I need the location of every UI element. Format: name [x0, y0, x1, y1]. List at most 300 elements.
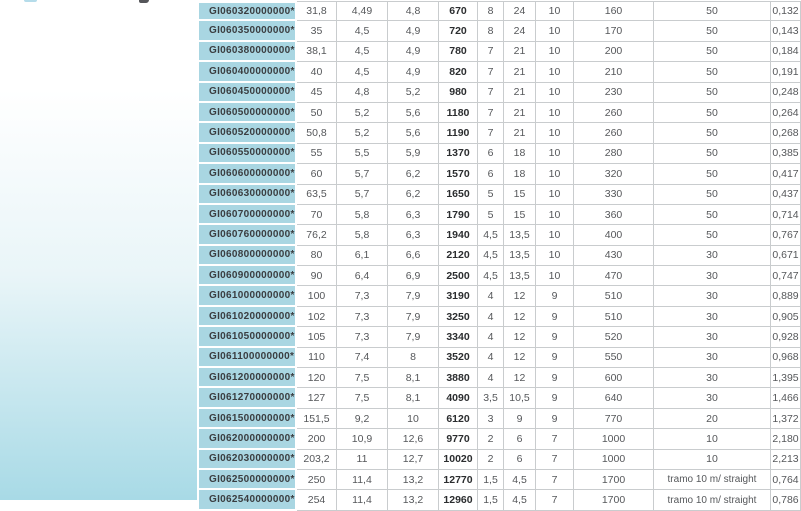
value-cell: 9	[536, 286, 574, 306]
value-cell: 30	[654, 266, 771, 286]
value-cell: 4,9	[388, 42, 439, 62]
product-code-cell: GI061270000000*	[197, 388, 297, 408]
value-cell: 10	[536, 266, 574, 286]
value-cell: 4,5	[504, 490, 536, 510]
value-cell: 0,747	[771, 266, 801, 286]
value-cell: 1700	[574, 470, 654, 490]
value-cell: 4,5	[337, 42, 388, 62]
value-cell: 7,4	[337, 348, 388, 368]
table-row	[197, 348, 801, 368]
value-cell: 30	[654, 246, 771, 266]
value-cell: 9770	[439, 429, 478, 449]
value-cell: 35	[297, 21, 337, 41]
value-cell: 4,8	[388, 1, 439, 21]
value-cell: 3880	[439, 368, 478, 388]
value-cell: 4	[478, 368, 504, 388]
value-cell: 100	[297, 286, 337, 306]
value-cell: 30	[654, 327, 771, 347]
value-cell: 5,8	[337, 205, 388, 225]
value-cell: 6	[478, 164, 504, 184]
product-code-cell: GI060700000000*	[197, 205, 297, 225]
value-cell: 3190	[439, 286, 478, 306]
value-cell: 0,714	[771, 205, 801, 225]
value-cell: 4,5	[504, 470, 536, 490]
value-cell: 0,191	[771, 62, 801, 82]
value-cell: 0,248	[771, 83, 801, 103]
table-row	[197, 164, 801, 184]
value-cell: 980	[439, 83, 478, 103]
table-row	[197, 450, 801, 470]
value-cell: 55	[297, 144, 337, 164]
value-cell: 90	[297, 266, 337, 286]
value-cell: 76,2	[297, 225, 337, 245]
value-cell: 600	[574, 368, 654, 388]
table-row	[197, 42, 801, 62]
value-cell: 7,3	[337, 327, 388, 347]
table-row	[197, 83, 801, 103]
value-cell: 50	[297, 103, 337, 123]
value-cell: 1,395	[771, 368, 801, 388]
value-cell: 12	[504, 286, 536, 306]
product-code-cell: GI060550000000*	[197, 144, 297, 164]
value-cell: 203,2	[297, 450, 337, 470]
value-cell: 6	[504, 450, 536, 470]
value-cell: 470	[574, 266, 654, 286]
value-cell: 13,5	[504, 225, 536, 245]
value-cell: 510	[574, 307, 654, 327]
value-cell: 24	[504, 21, 536, 41]
value-cell: 50	[654, 185, 771, 205]
product-code-cell: GI061100000000*	[197, 348, 297, 368]
value-cell: 20	[654, 409, 771, 429]
value-cell: 0,264	[771, 103, 801, 123]
table-row	[197, 205, 801, 225]
value-cell: 12	[504, 348, 536, 368]
table-row	[197, 490, 801, 510]
value-cell: tramo 10 m/ straight	[654, 490, 771, 510]
value-cell: 5,9	[388, 144, 439, 164]
value-cell: 400	[574, 225, 654, 245]
value-cell: 110	[297, 348, 337, 368]
value-cell: 7	[536, 429, 574, 449]
value-cell: 15	[504, 185, 536, 205]
value-cell: 1,466	[771, 388, 801, 408]
value-cell: 24	[504, 1, 536, 21]
value-cell: 80	[297, 246, 337, 266]
value-cell: 1180	[439, 103, 478, 123]
value-cell: 0,968	[771, 348, 801, 368]
value-cell: 5,6	[388, 103, 439, 123]
value-cell: 1940	[439, 225, 478, 245]
product-code-cell: GI061020000000*	[197, 307, 297, 327]
value-cell: 5,5	[337, 144, 388, 164]
value-cell: 6,2	[388, 185, 439, 205]
value-cell: 50	[654, 205, 771, 225]
value-cell: 11	[337, 450, 388, 470]
value-cell: 2500	[439, 266, 478, 286]
value-cell: 11,4	[337, 490, 388, 510]
product-code-cell: GI062500000000*	[197, 470, 297, 490]
value-cell: 550	[574, 348, 654, 368]
value-cell: 6	[504, 429, 536, 449]
value-cell: 50	[654, 21, 771, 41]
value-cell: 4,9	[388, 62, 439, 82]
value-cell: 1700	[574, 490, 654, 510]
value-cell: 1370	[439, 144, 478, 164]
value-cell: 63,5	[297, 185, 337, 205]
value-cell: 1570	[439, 164, 478, 184]
value-cell: 13,2	[388, 470, 439, 490]
value-cell: 21	[504, 42, 536, 62]
value-cell: 10	[536, 246, 574, 266]
value-cell: 0,764	[771, 470, 801, 490]
product-code-cell: GI060760000000*	[197, 225, 297, 245]
value-cell: 10	[536, 1, 574, 21]
value-cell: 1650	[439, 185, 478, 205]
value-cell: 520	[574, 327, 654, 347]
value-cell: 10020	[439, 450, 478, 470]
value-cell: 7	[478, 83, 504, 103]
value-cell: 127	[297, 388, 337, 408]
product-code-cell: GI060450000000*	[197, 83, 297, 103]
table-row	[197, 470, 801, 490]
value-cell: 0,268	[771, 123, 801, 143]
product-code-cell: GI060800000000*	[197, 246, 297, 266]
product-code-cell: GI061000000000*	[197, 286, 297, 306]
value-cell: 330	[574, 185, 654, 205]
product-code-cell: GI060380000000*	[197, 42, 297, 62]
value-cell: 10	[388, 409, 439, 429]
value-cell: 0,143	[771, 21, 801, 41]
value-cell: 21	[504, 103, 536, 123]
value-cell: 12,7	[388, 450, 439, 470]
table-row	[197, 327, 801, 347]
value-cell: 8	[478, 21, 504, 41]
value-cell: 0,671	[771, 246, 801, 266]
value-cell: 30	[654, 368, 771, 388]
value-cell: 30	[654, 286, 771, 306]
value-cell: 30	[654, 307, 771, 327]
value-cell: 3,5	[478, 388, 504, 408]
product-code-cell: GI060500000000*	[197, 103, 297, 123]
value-cell: 5,2	[337, 123, 388, 143]
product-code-cell: GI060900000000*	[197, 266, 297, 286]
cutoff-fragment-right	[139, 0, 149, 3]
value-cell: 4	[478, 286, 504, 306]
value-cell: 13,5	[504, 266, 536, 286]
value-cell: 9	[504, 409, 536, 429]
value-cell: 7,5	[337, 388, 388, 408]
value-cell: 4,9	[388, 21, 439, 41]
value-cell: 200	[297, 429, 337, 449]
value-cell: 5	[478, 205, 504, 225]
value-cell: 50	[654, 103, 771, 123]
value-cell: 10	[536, 144, 574, 164]
value-cell: 5,8	[337, 225, 388, 245]
value-cell: 120	[297, 368, 337, 388]
value-cell: 8,1	[388, 388, 439, 408]
value-cell: 4090	[439, 388, 478, 408]
value-cell: 70	[297, 205, 337, 225]
table-row	[197, 429, 801, 449]
value-cell: 18	[504, 164, 536, 184]
value-cell: 1190	[439, 123, 478, 143]
value-cell: 0,767	[771, 225, 801, 245]
value-cell: 640	[574, 388, 654, 408]
value-cell: 1790	[439, 205, 478, 225]
value-cell: 510	[574, 286, 654, 306]
product-code-cell: GI060320000000*	[197, 1, 297, 21]
value-cell: 670	[439, 1, 478, 21]
value-cell: 9,2	[337, 409, 388, 429]
value-cell: 9	[536, 348, 574, 368]
value-cell: 820	[439, 62, 478, 82]
value-cell: 0,889	[771, 286, 801, 306]
value-cell: 0,385	[771, 144, 801, 164]
value-cell: 7,9	[388, 286, 439, 306]
value-cell: 10	[536, 42, 574, 62]
value-cell: 6,3	[388, 225, 439, 245]
value-cell: 7	[536, 450, 574, 470]
value-cell: 7,9	[388, 307, 439, 327]
value-cell: 30	[654, 348, 771, 368]
value-cell: 6,9	[388, 266, 439, 286]
value-cell: 2	[478, 429, 504, 449]
value-cell: 10,9	[337, 429, 388, 449]
product-code-cell: GI060400000000*	[197, 62, 297, 82]
value-cell: 1,5	[478, 490, 504, 510]
value-cell: 4,5	[478, 266, 504, 286]
value-cell: 7,3	[337, 307, 388, 327]
value-cell: 5,7	[337, 164, 388, 184]
value-cell: 4,5	[337, 62, 388, 82]
value-cell: 3250	[439, 307, 478, 327]
value-cell: 0,437	[771, 185, 801, 205]
value-cell: 2120	[439, 246, 478, 266]
value-cell: 7	[478, 123, 504, 143]
value-cell: 320	[574, 164, 654, 184]
product-code-cell: GI060600000000*	[197, 164, 297, 184]
product-code-cell: GI062030000000*	[197, 450, 297, 470]
value-cell: 12	[504, 307, 536, 327]
value-cell: 770	[574, 409, 654, 429]
value-cell: 7	[536, 490, 574, 510]
value-cell: 50	[654, 225, 771, 245]
product-code-cell: GI061500000000*	[197, 409, 297, 429]
value-cell: 8	[388, 348, 439, 368]
value-cell: 10	[536, 225, 574, 245]
value-cell: 8	[478, 1, 504, 21]
table-row	[197, 286, 801, 306]
value-cell: 4,8	[337, 83, 388, 103]
value-cell: 7	[478, 62, 504, 82]
value-cell: 50	[654, 62, 771, 82]
value-cell: 0,417	[771, 164, 801, 184]
value-cell: 50,8	[297, 123, 337, 143]
value-cell: 7,3	[337, 286, 388, 306]
table-row	[197, 225, 801, 245]
value-cell: 10	[536, 83, 574, 103]
product-code-cell: GI060630000000*	[197, 185, 297, 205]
value-cell: 7	[478, 42, 504, 62]
value-cell: 0,132	[771, 1, 801, 21]
table-row	[197, 307, 801, 327]
value-cell: 3	[478, 409, 504, 429]
value-cell: 1000	[574, 450, 654, 470]
value-cell: 0,786	[771, 490, 801, 510]
value-cell: 7,9	[388, 327, 439, 347]
table-row	[197, 1, 801, 21]
value-cell: 10	[536, 164, 574, 184]
value-cell: 780	[439, 42, 478, 62]
value-cell: 8,1	[388, 368, 439, 388]
value-cell: 10	[536, 205, 574, 225]
value-cell: 12	[504, 327, 536, 347]
table-row	[197, 185, 801, 205]
value-cell: 2,180	[771, 429, 801, 449]
value-cell: 210	[574, 62, 654, 82]
table-row	[197, 62, 801, 82]
value-cell: 21	[504, 83, 536, 103]
value-cell: 5,7	[337, 185, 388, 205]
value-cell: 230	[574, 83, 654, 103]
value-cell: 10	[654, 429, 771, 449]
value-cell: 4,49	[337, 1, 388, 21]
value-cell: 5,2	[337, 103, 388, 123]
value-cell: 6,4	[337, 266, 388, 286]
value-cell: 4	[478, 307, 504, 327]
value-cell: 3340	[439, 327, 478, 347]
value-cell: 260	[574, 103, 654, 123]
value-cell: 4	[478, 327, 504, 347]
table-row	[197, 103, 801, 123]
table-row	[197, 21, 801, 41]
value-cell: 5,6	[388, 123, 439, 143]
table-row	[197, 368, 801, 388]
value-cell: 10	[536, 103, 574, 123]
value-cell: 4,5	[337, 21, 388, 41]
value-cell: 31,8	[297, 1, 337, 21]
value-cell: 9	[536, 368, 574, 388]
value-cell: 12	[504, 368, 536, 388]
value-cell: 10	[536, 185, 574, 205]
value-cell: 360	[574, 205, 654, 225]
value-cell: 11,4	[337, 470, 388, 490]
value-cell: 45	[297, 83, 337, 103]
value-cell: 15	[504, 205, 536, 225]
value-cell: 7	[536, 470, 574, 490]
value-cell: 6,3	[388, 205, 439, 225]
table-row	[197, 123, 801, 143]
value-cell: 40	[297, 62, 337, 82]
value-cell: 4	[478, 348, 504, 368]
value-cell: 250	[297, 470, 337, 490]
value-cell: 50	[654, 144, 771, 164]
product-code-cell: GI061200000000*	[197, 368, 297, 388]
value-cell: 10	[654, 450, 771, 470]
value-cell: 10	[536, 123, 574, 143]
value-cell: 1,372	[771, 409, 801, 429]
value-cell: 30	[654, 388, 771, 408]
value-cell: 4,5	[478, 246, 504, 266]
value-cell: 50	[654, 83, 771, 103]
product-code-cell: GI062540000000*	[197, 490, 297, 510]
value-cell: 6120	[439, 409, 478, 429]
table-row	[197, 266, 801, 286]
value-cell: 9	[536, 409, 574, 429]
value-cell: 5,2	[388, 83, 439, 103]
value-cell: 0,905	[771, 307, 801, 327]
value-cell: 4,5	[478, 225, 504, 245]
cutoff-fragment-left	[24, 0, 37, 2]
value-cell: 9	[536, 388, 574, 408]
value-cell: 3520	[439, 348, 478, 368]
value-cell: 13,5	[504, 246, 536, 266]
value-cell: 9	[536, 327, 574, 347]
product-table	[197, 1, 801, 511]
value-cell: 160	[574, 1, 654, 21]
value-cell: 170	[574, 21, 654, 41]
value-cell: 200	[574, 42, 654, 62]
value-cell: 2	[478, 450, 504, 470]
value-cell: 18	[504, 144, 536, 164]
value-cell: 12,6	[388, 429, 439, 449]
value-cell: 102	[297, 307, 337, 327]
product-code-cell: GI062000000000*	[197, 429, 297, 449]
value-cell: 260	[574, 123, 654, 143]
value-cell: 50	[654, 164, 771, 184]
value-cell: 0,184	[771, 42, 801, 62]
value-cell: 6,6	[388, 246, 439, 266]
value-cell: 7	[478, 103, 504, 123]
value-cell: tramo 10 m/ straight	[654, 470, 771, 490]
value-cell: 105	[297, 327, 337, 347]
value-cell: 60	[297, 164, 337, 184]
value-cell: 38,1	[297, 42, 337, 62]
value-cell: 9	[536, 307, 574, 327]
table-row	[197, 409, 801, 429]
value-cell: 430	[574, 246, 654, 266]
product-code-cell: GI061050000000*	[197, 327, 297, 347]
value-cell: 10	[536, 62, 574, 82]
value-cell: 1000	[574, 429, 654, 449]
value-cell: 151,5	[297, 409, 337, 429]
value-cell: 10,5	[504, 388, 536, 408]
value-cell: 21	[504, 62, 536, 82]
value-cell: 6,1	[337, 246, 388, 266]
value-cell: 21	[504, 123, 536, 143]
product-code-cell: GI060350000000*	[197, 21, 297, 41]
value-cell: 2,213	[771, 450, 801, 470]
product-code-cell: GI060520000000*	[197, 123, 297, 143]
value-cell: 12770	[439, 470, 478, 490]
value-cell: 12960	[439, 490, 478, 510]
value-cell: 6	[478, 144, 504, 164]
value-cell: 7,5	[337, 368, 388, 388]
table-row	[197, 388, 801, 408]
value-cell: 5	[478, 185, 504, 205]
value-cell: 1,5	[478, 470, 504, 490]
value-cell: 254	[297, 490, 337, 510]
value-cell: 50	[654, 123, 771, 143]
table-row	[197, 246, 801, 266]
value-cell: 50	[654, 42, 771, 62]
value-cell: 280	[574, 144, 654, 164]
value-cell: 13,2	[388, 490, 439, 510]
value-cell: 10	[536, 21, 574, 41]
value-cell: 6,2	[388, 164, 439, 184]
value-cell: 720	[439, 21, 478, 41]
